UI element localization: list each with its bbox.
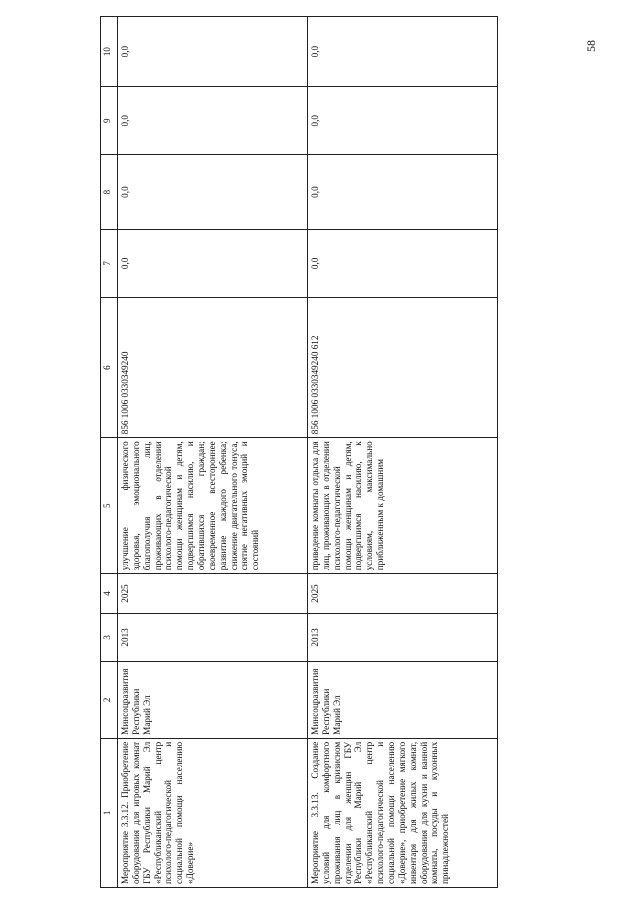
budget-code: 856 1006 0330349240 612: [308, 297, 498, 437]
value-cell: 0,0: [118, 87, 308, 155]
value-cell: 0,0: [118, 229, 308, 297]
expected-result: улучшение физического здоровья, эмоционального благополучия лиц, проживающих в отделении психолого-педагогической помощи женщинам и детям, подвергшимся насилию, и обратившихся граждан; своевременное всестороннее развитие каждого ребенка; снижение двигательного тонуса, снятие негативных эмоций и состояний: [118, 438, 308, 574]
value-cell: 0,0: [308, 87, 498, 155]
value-cell: 0,0: [308, 17, 498, 87]
value-cell: 0,0: [308, 155, 498, 230]
rotated-table-sheet: [100, 16, 530, 888]
executor: Минсоцразвития Республики Марий Эл: [308, 662, 498, 739]
value-cell: 0,0: [118, 155, 308, 230]
activity-name: Мероприятие 3.3.13. Создание условий для комфортного проживания лиц в кризисном отделении для женщин ГБУ Республики Марий Эл «Республиканский центр психолого-педагогической и социальной помощи населению «Доверие», приобретение мягкого инвентаря для жилых комнат, оборудования для кухни и ванной комнаты, посуды и кухонных принадлежностей: [308, 738, 498, 887]
value-cell: 0,0: [308, 229, 498, 297]
table-row: [308, 17, 498, 888]
start-year: 2013: [118, 613, 308, 661]
header-row: [101, 17, 118, 888]
column-header: 6: [101, 297, 118, 437]
executor: Минсоцразвития Республики Марий Эл: [118, 662, 308, 739]
column-header: 2: [101, 662, 118, 739]
program-activities-table: [100, 16, 498, 888]
column-header: 8: [101, 155, 118, 230]
start-year: 2013: [308, 613, 498, 661]
column-header: 10: [101, 17, 118, 87]
budget-code: 856 1006 0330349240: [118, 297, 308, 437]
value-cell: 0,0: [118, 17, 308, 87]
column-header: 3: [101, 613, 118, 661]
table-row: [118, 17, 308, 888]
expected-result: приведение комнаты отдыха для лиц, проживающих в отделении психолого-педагогической помощи женщинам и детям, подвергшимся насилию, к условиям, максимально приближенным к домашним: [308, 438, 498, 574]
column-header: 1: [101, 738, 118, 887]
column-header: 5: [101, 438, 118, 574]
page-number: 58: [584, 40, 598, 52]
end-year: 2025: [118, 574, 308, 613]
column-header: 9: [101, 87, 118, 155]
column-header: 4: [101, 574, 118, 613]
end-year: 2025: [308, 574, 498, 613]
activity-name: Мероприятие 3.3.12. Приобретение оборудования для игровых комнат ГБУ Республики Марий Эл «Республиканский центр психолого-педагогической и социальной помощи населению «Доверие»: [118, 738, 308, 887]
column-header: 7: [101, 229, 118, 297]
